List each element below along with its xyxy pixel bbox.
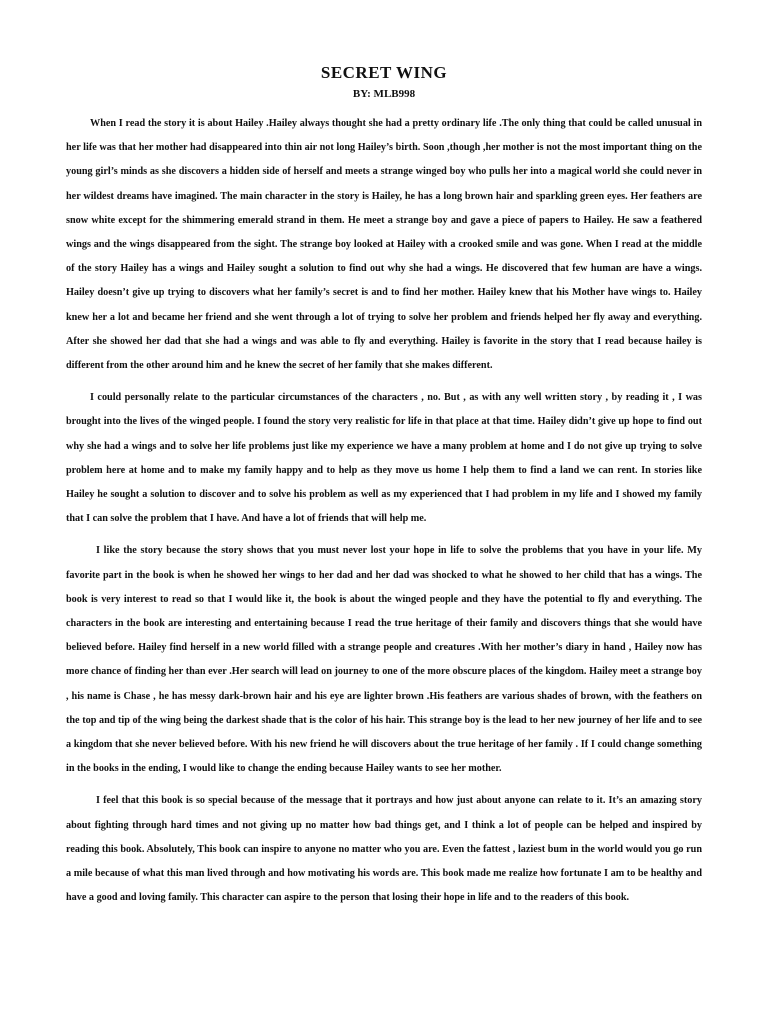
paragraph: I could personally relate to the particular circumstances of the characters , no. But , as with any well written story , by reading it , I was brought into the lives of the winged people. I found the story very realistic for life in that place at that time. Hailey didn’t give up hope to find out why she had a wings and to solve her life problems just like my experience we have a many problem at home and I do not give up trying to solve problem here at home and to make my family happy and to help as they move us home I help them to find a land we can rent. In stories like Hailey he sought a solution to discover and to solve his problem as well as my experienced that I had problem in my life and I showed my family that I can solve the problem that I have. And have a lot of friends that will help me. [66,392,702,525]
paragraph: I like the story because the story shows that you must never lost your hope in life to solve the problems that you have in your life. My favorite part in the book is when he showed her wings to her dad and her dad was shocked to what he showed to her child that has a wings. The book is very interest to read so that I would like it, the book is about the winged people and they have the potential to fly and everything. The characters in the book are interesting and entertaining because I read the true heritage of their family and discovers things that she would have believed before. Hailey find herself in a new world filled with a strange people and creatures .With her mother’s diary in hand , Hailey now has more chance of finding her than ever .Her search will lead on journey to one of the more obscure places of the kingdom. Hailey meet a strange boy , his name is Chase , he has messy dark-brown hair and his eye are lighter brown .His feathers are various shades of brown, with the feathers on the top and tip of the wing being the darkest shade that is the color of his hair. This strange boy is the lead to her new journey of her life and to see a kingdom that she never believed before. With his new friend he will discovers about the true heritage of her family . If I could change something in the books in the ending, I would like to change the ending because Hailey wants to see her mother. [66,545,702,775]
paragraph: I feel that this book is so special because of the message that it portrays and how just about anyone can relate to it. It’s an amazing story about fighting through hard times and not giving up no matter how bad things get, and I think a lot of people can be helped and inspired by reading this book. Absolutely, This book can inspire to anyone no matter who you are. Even the fattest , laziest bum in the world would you go run a mile because of what this man lived through and how motivating his words are. This book made me realize how fortunate I am to be healthy and have a good and loving family. This character can aspire to the person that losing their hope in life and to the readers of this book. [66,795,702,904]
document-byline: BY: MLB998 [352,88,416,100]
document-title: SECRET WING [320,63,448,82]
paragraph: When I read the story it is about Hailey .Hailey always thought she had a pretty ordinary life .The only thing that could be called unusual in her life was that her mother had disappeared into thin air not long Hailey’s birth. Soon ,though ,her mother is not the most important thing on the young girl’s minds as she discovers a hidden side of herself and meets a strange winged boy who pulls her into a magical world she could never in her wildest dreams have imagined. The main character in the story is Hailey, he has a long brown hair and sparkling green eyes. Her feathers are snow white except for the shimmering emerald strand in them. He meet a strange boy and gave a piece of papers to Hailey. He saw a feathered wings and the wings disappeared from the sight. The strange boy looked at Hailey with a crooked smile and was gone. When I read at the middle of the story Hailey has a wings and Hailey sought a solution to find out why she had a wings. He discovered that few human are have a wings. Hailey doesn’t give up trying to discovers what her family’s secret is and to find her mother. Hailey knew that his Mother have wings to. Hailey knew her a lot and became her friend and she went through a lot of trying to solve her problem and friends helped her fly away and everything. After she showed her dad that she had a wings and was able to fly and everything. Hailey is favorite in the story that I read because hailey is different from the other around him and he knew the secret of her family that she makes different. [66,118,702,372]
